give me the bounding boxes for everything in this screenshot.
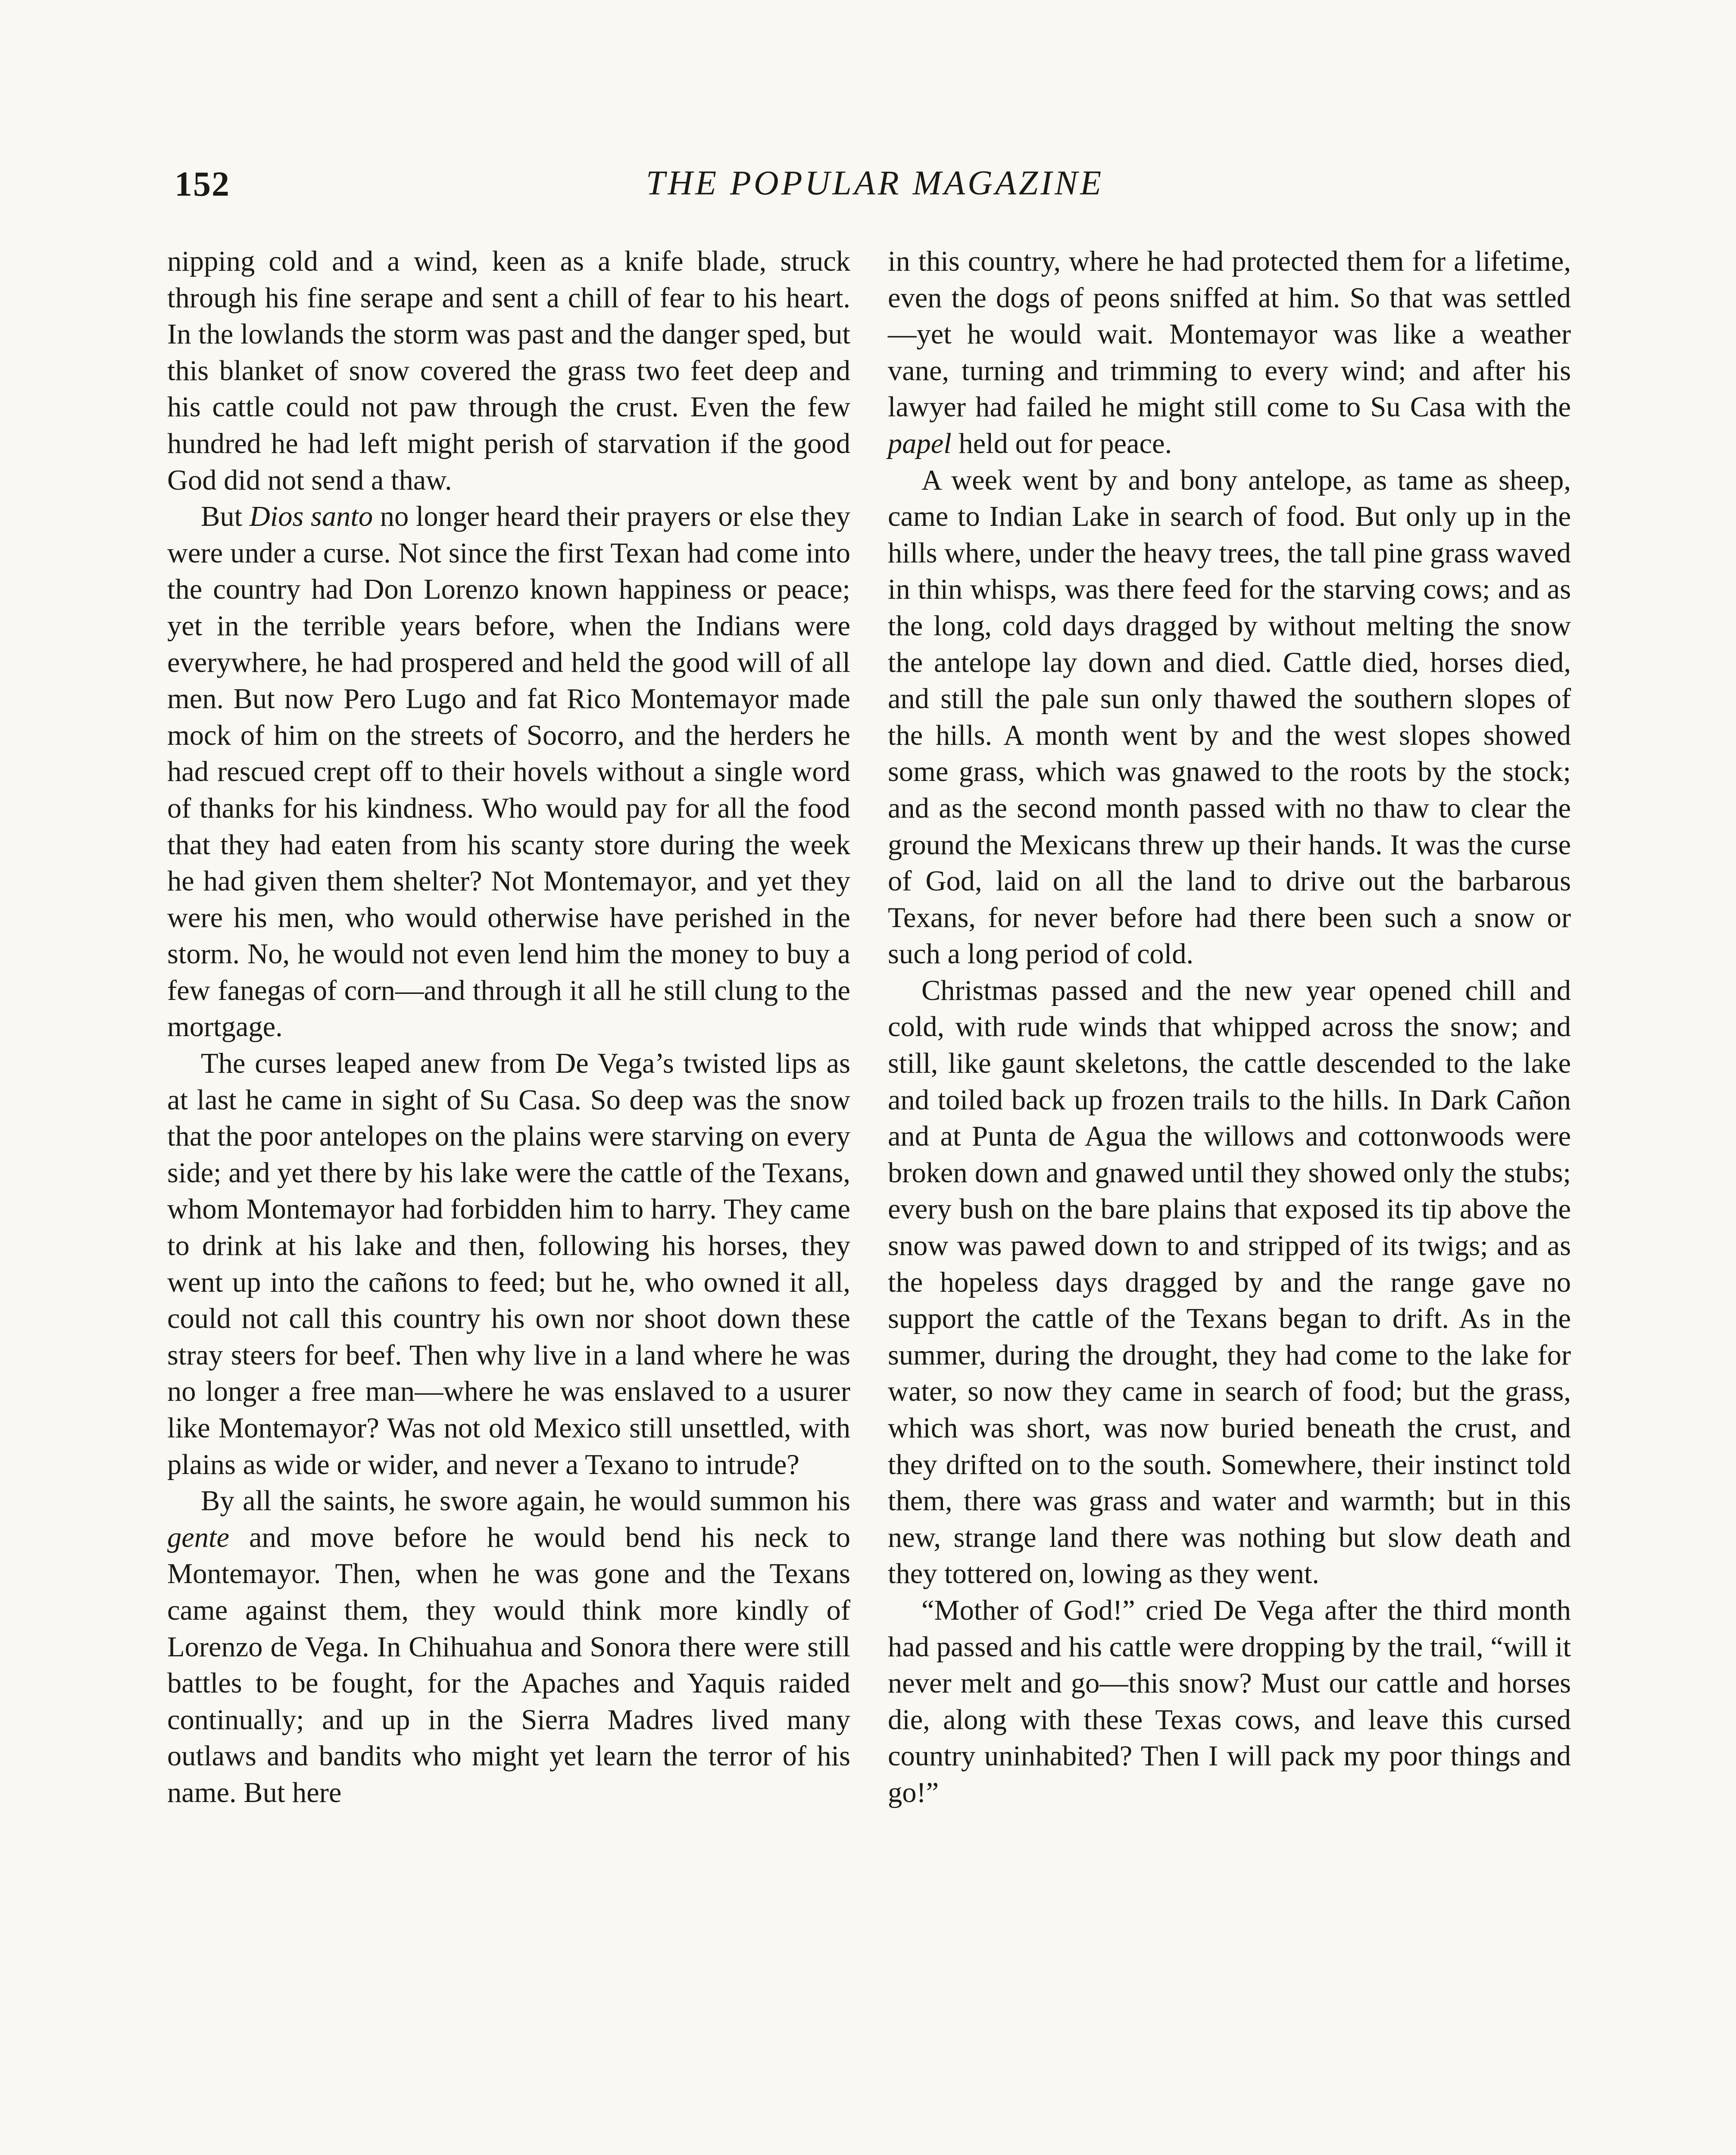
paragraph (888, 244, 1571, 462)
paragraph: “Mother of God!” cried De Vega after the third month had passed and his cattle were dropping by the trail, “will it never melt and go—this snow? Must our cattle and horses die, along with these Texas cows, and leave this cursed country uninhabited? Then I will pack my poor things and go!” (888, 1594, 1571, 1808)
paragraph (167, 1483, 850, 1811)
paragraph: Christmas passed and the new year opened chill and cold, with rude winds that whipped across the snow; and still, like gaunt skeletons, the cattle descended to the lake and toiled back up frozen trails to the hills. In Dark Cañon and at Punta de Agua the willows and cottonwoods were broken down and gnawed until they showed only the stubs; every bush on the bare plains that exposed its tip above the snow was pawed down to and stripped of its twigs; and as the hopeless days dragged by and the range gave no support the cattle of the Texans began to drift. As in the summer, during the drought, they had come to the lake for water, so now they came in search of food; but the grass, which was short, was now buried beneath the crust, and they drifted on to the south. Somewhere, their instinct told them, there was grass and water and warmth; but in this new, strange land there was nothing but slow death and they tottered on, lowing as they went. (888, 974, 1571, 1590)
paragraph (167, 499, 850, 1046)
running-title: THE POPULAR MAGAZINE (646, 164, 1104, 202)
paragraph-text: By all the saints, he swore again, he would summon his (201, 1485, 850, 1517)
italic-phrase: Dios santo (249, 501, 373, 533)
paragraph-text: But (201, 501, 250, 533)
italic-phrase: papel (888, 428, 952, 459)
paragraph-text: no longer heard their prayers or else they were under a curse. Not since the first Texan had come into the country had Don Lorenzo known happiness or peace; yet in the terrible years before, when the Indians were everywhere, he had prospered and held the good will of all men. But now Pero Lugo and fat Rico Montemayor made mock of him on the streets of Socorro, and the herders he had rescued crept off to their hovels without a single word of thanks for his kindness. Who would pay for all the food that they had eaten from his scanty store during the week he had given them shelter? Not Montemayor, and yet they were his men, who would otherwise have perished in the storm. No, he would not even lend him the money to buy a few fanegas of corn—and through it all he still clung to the mortgage. (167, 501, 851, 1043)
page-number: 152 (175, 164, 230, 203)
paragraph-text: in this country, where he had protected them for a lifetime, even the dogs of peons sniffed at him. So that was settled—yet he would wait. Montemayor was like a weather vane, turning and trimming to every wind; and after his lawyer had failed he might still come to Su Casa with the (888, 246, 1571, 423)
paragraph-text: and move before he would bend his neck to Montemayor. Then, when he was gone and the Texans came against them, they would think more kindly of Lorenzo de Vega. In Chihuahua and Sonora there were still battles to be fought, for the Apaches and Yaquis raided continually; and up in the Sierra Madres lived many outlaws and bandits who might yet learn the terror of his name. But here (167, 1521, 850, 1808)
paragraph: A week went by and bony antelope, as tame as sheep, came to Indian Lake in search of food. But only up in the hills where, under the heavy trees, the tall pine grass waved in thin whisps, was there feed for the starving cows; and as the long, cold days dragged by without melting the snow the antelope lay down and died. Cattle died, horses died, and still the pale sun only thawed the southern slopes of the hills. A month went by and the west slopes showed some grass, which was gnawed to the roots by the stock; and as the second month passed with no thaw to clear the ground the Mexicans threw up their hands. It was the curse of God, laid on all the land to drive out the barbarous Texans, for never before had there been such a snow or such a long period of cold. (888, 464, 1571, 970)
paragraph: nipping cold and a wind, keen as a knife blade, struck through his fine serape and sent a chill of fear to his heart. In the lowlands the storm was past and the danger sped, but this blanket of snow covered the grass two feet deep and his cattle could not paw through the crust. Even the few hundred he had left might perish of starvation if the good God did not send a thaw. (167, 246, 850, 496)
right-column (888, 244, 1571, 1811)
italic-phrase: gente (167, 1521, 230, 1553)
page-header (175, 164, 1575, 220)
paragraph-text: held out for peace. (951, 428, 1172, 459)
paragraph: The curses leaped anew from De Vega’s twisted lips as at last he came in sight of Su Casa. So deep was the snow that the poor antelopes on the plains were starving on every side; and yet there by his lake were the cattle of the Texans, whom Montemayor had forbidden him to harry. They came to drink at his lake and then, following his horses, they went up into the cañons to feed; but he, who owned it all, could not call this country his own nor shoot down these stray steers for beef. Then why live in a land where he was no longer a free man—where he was enslaved to a usurer like Montemayor? Was not old Mexico still unsettled, with plains as wide or wider, and never a Texano to intrude? (167, 1048, 850, 1480)
left-column (167, 244, 850, 1811)
